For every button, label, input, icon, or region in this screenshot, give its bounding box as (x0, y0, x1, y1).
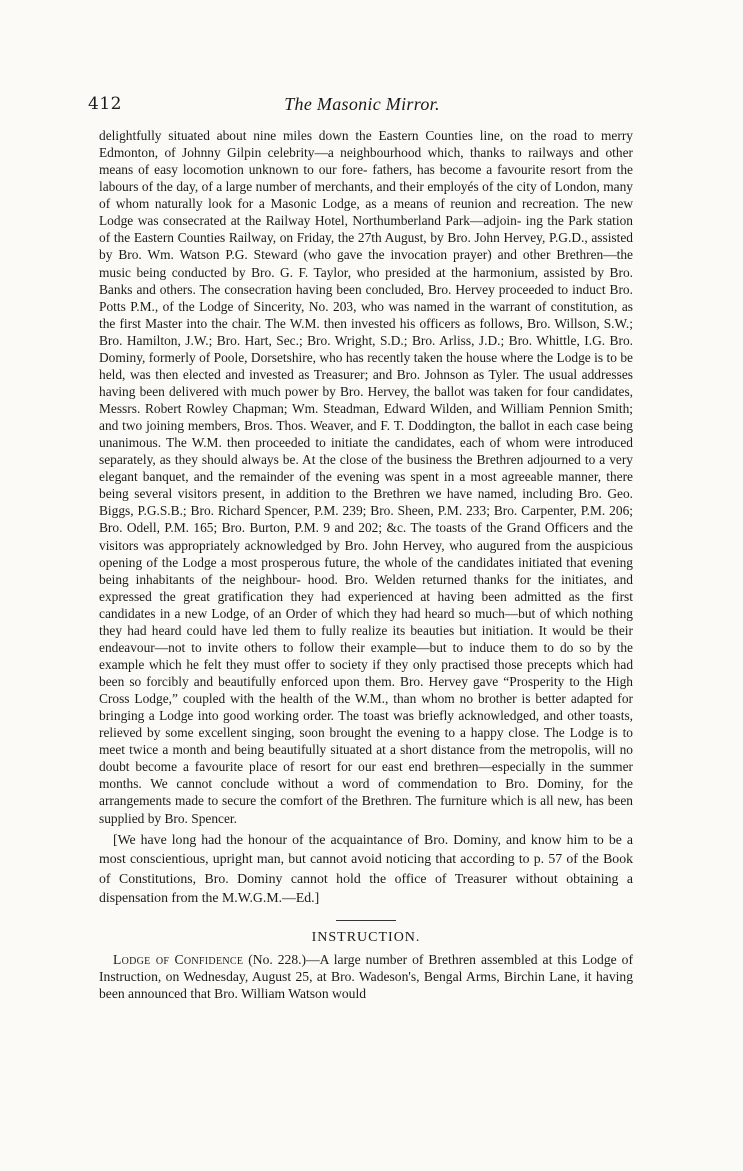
article-line: naturally look for a Masonic Lodge, as a means of reunion and recreation. The (154, 196, 611, 212)
article-line: separately, as they should always be. At the close of the business the Brethren (99, 452, 528, 468)
article-line: road to merry Edmonton, of Johnny Gilpin celebrity—a neighbourhood which, (99, 128, 633, 161)
article-line: for the arrangements made to secure the comfort of the Brethren. The furniture (99, 776, 633, 809)
article-line: a favourite place of resort for our east end brethren—especially in the summer (182, 759, 634, 775)
article-line: warrant of constitution, as the first Master into the chair. The W.M. then invested (99, 298, 633, 331)
article-line: induct Bro. Potts P.M., of the Lodge of Sincerity, No. 203, who was named in the (99, 281, 633, 314)
article-line: Spencer, P.M. 239; Bro. Sheen, P.M. 233; Bro. Carpenter, P.M. 206; Bro. Odell, (99, 503, 633, 536)
instruction-paragraph (99, 951, 633, 1003)
article-line: fathers, has become a favourite resort from the labours of the day, of a large (99, 162, 633, 195)
article-line: adapted for bringing a Lodge into good working order. The toast was briefly (99, 691, 633, 724)
running-title: The Masonic Mirror. (284, 94, 440, 114)
article-line: others. The consecration having been concluded, Bro. Hervey proceeded to (159, 281, 573, 297)
section-divider (336, 920, 396, 921)
article-line: in a most agreeable manner, there being several visitors present, in addition to (99, 469, 633, 502)
article-line: thanks to railways and other means of easy locomotion unknown to our fore- (99, 145, 633, 178)
article-line: by Bro. John Hervey, P.G.D., assisted by Bro. Wm. Watson P.G. Steward (who (99, 230, 634, 263)
article-line: number of merchants, and their employés of the city of London, many of whom (99, 179, 633, 212)
article-line: whole of the candidates initiated that evening being inhabitants of the neighbour- (99, 554, 633, 587)
article-body (99, 127, 633, 1003)
article-line: hood. Bro. Welden returned thanks for the initiates, and expressed the great (99, 571, 633, 604)
article-line: adjourned to a very elegant banquet, and the remainder of the evening was spent (99, 452, 633, 485)
article-line: nothing they had heard could have led them to fully realize its beauties but (99, 605, 633, 638)
editor-note: [We have long had the honour of the acquaintance of Bro. Dominy, and know him to be a most conscientious, upright man, but cannot avoid noticing that according to p. 57 of the Book of Constitutions, Bro. Dominy cannot hold the office of Treasurer without obtaining a dispensation from the M.W.G.M.—Ed.] (99, 831, 633, 906)
article-line: ing the Park station of the Eastern Counties Railway, on Friday, the 27th August, (99, 213, 633, 246)
article-line: W.M. then proceeded to initiate the candidates, each of whom were introduced (191, 435, 633, 451)
article-line: Edward Wilden, and William Pennion Smith; and two joining members, Bros. Thos. (99, 401, 633, 434)
section-heading: INSTRUCTION. (311, 929, 421, 945)
lodge-name: Lodge of Confidence (113, 951, 244, 967)
article-line: gave the invocation prayer) and other Brethren—the music being conducted by (99, 247, 633, 280)
article-line: delightfully situated about nine miles down the Eastern Counties line, on the (99, 128, 554, 143)
article-line: augured from the auspicious opening of the Lodge a most prosperous future, the (99, 537, 633, 570)
article-line: Bro. Wright, S.D.; Bro. Arliss, J.D.; Bro. Whittle, I.G. Bro. Dominy, formerly of (99, 332, 633, 365)
article-line: beautifully situated at a short distance from the metropolis, will no doubt become (99, 742, 633, 775)
article-paragraph (99, 127, 633, 827)
article-line: Poole, Dorsetshire, who has recently taken the house where the Lodge is to be held, (99, 349, 633, 382)
article-line: was then elected and invested as Treasurer; and Bro. Johnson as Tyler. The usual (129, 366, 582, 382)
page-header (88, 94, 636, 116)
article-line: gratification they had experienced at having been admitted as the first candidates (99, 588, 633, 621)
article-line: initiation. It would be their endeavour—not to invite others to follow their (99, 622, 633, 655)
article-line: in a new Lodge, of an Order of which they had heard so much—but of which (159, 605, 593, 621)
article-line: Cross Lodge,” coupled with the health of the W.M., than whom no brother is better (99, 691, 571, 707)
article-line: his officers as follows, Bro. Willson, S.W.; Bro. Hamilton, J.W.; Bro. Hart, Sec.; (99, 315, 633, 348)
instruction-text: (No. 228.)—A large number of Brethren assembled at this Lodge of Instruction, on Wednesday, August 25, at Bro. Wadeson's, Bengal Arms, Birchin Lane, it having been announced that Bro. William Watson would (99, 951, 633, 1002)
article-line: which is all new, has been supplied by Bro. Spencer. (99, 793, 633, 826)
article-line: addresses having been delivered with much power by Bro. Hervey, the ballot was (99, 366, 633, 399)
article-line: and the visitors was appropriately acknowledged by Bro. John Hervey, who (99, 520, 633, 553)
article-line: and beautifully enforced upon them. Bro. Hervey gave “Prosperity to the High (193, 674, 633, 689)
article-line: Weaver, and F. T. Doddington, the ballot in each case being unanimous. The (99, 418, 633, 451)
article-line: Bro. G. F. Taylor, who presided at the harmonium, assisted by Bro. Banks and (99, 264, 633, 297)
article-line: offer to society if they only practised those precepts which had been so forcibly (99, 656, 634, 689)
page-number: 412 (88, 94, 122, 114)
article-line: taken for four candidates, Messrs. Robert Rowley Chapman; Wm. Steadman, (99, 383, 633, 416)
article-line: new Lodge was consecrated at the Railway Hotel, Northumberland Park—adjoin- (99, 196, 633, 229)
article-line: P.M. 165; Bro. Burton, P.M. 9 and 202; &c. The toasts of the Grand Officers (164, 520, 593, 536)
article-line: acknowledged, and other toasts, relieved by some excellent singing, soon brought (99, 708, 633, 741)
article-line: the Brethren we have named, including Bro. Geo. Biggs, P.G.S.B.; Bro. Richard (99, 486, 634, 519)
article-line: example—but to induce them to do so by the example which he felt they must (99, 639, 633, 672)
article-line: the evening to a happy close. The Lodge is to meet twice a month and being (99, 725, 633, 758)
article-line: months. We cannot conclude without a word of commendation to Bro. Dominy, (99, 776, 593, 792)
